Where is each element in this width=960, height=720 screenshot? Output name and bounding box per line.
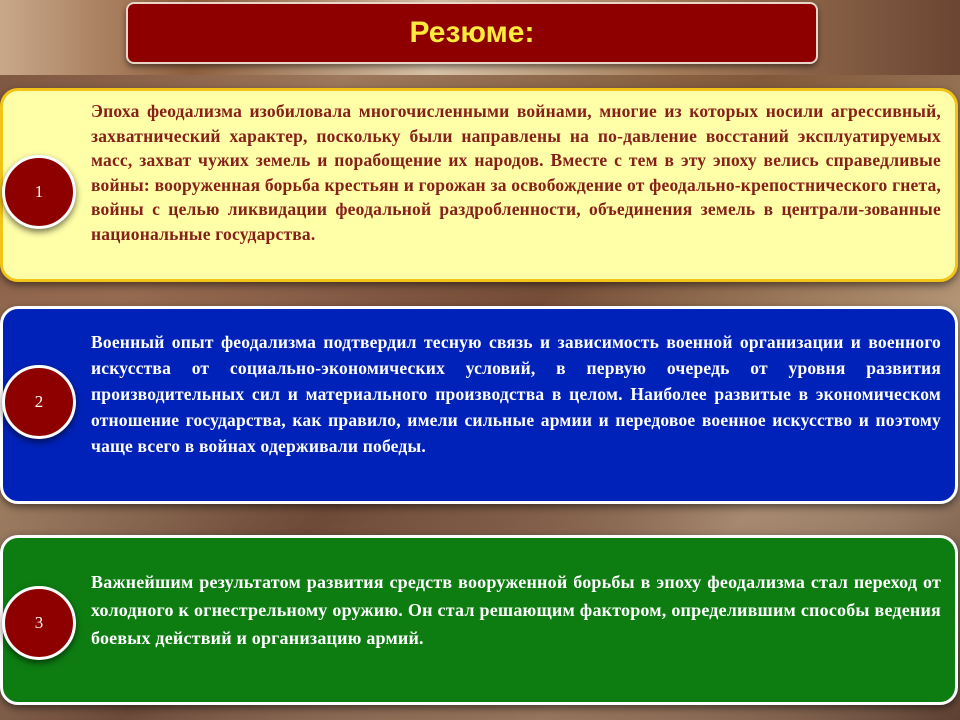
badge-number-3: 3: [34, 613, 44, 632]
page-title: Резюме:: [409, 16, 535, 49]
badge-number-1: 1: [34, 182, 44, 201]
summary-panel-1: [0, 88, 958, 282]
summary-panel-2: [0, 306, 958, 504]
title-banner: [126, 2, 818, 64]
summary-text-2: Военный опыт феодализма подтвердил тесную связь и зависимость военной организации и военного искусства от социально-экономических условий, в первую очередь от уровня развития производительных сил и материального производства в целом. Наиболее развитые в экономическом отношение государства, как правило, имели сильные армии и передовое военное искусство и поэтому чаще всего в войнах одерживали победы.: [91, 332, 941, 456]
summary-text-1: Эпоха феодализма изобиловала многочисленными войнами, многие из которых носили агрессивный, захватнический характер, поскольку были направлены на по-давление восстаний эксплуатируемых масс, захват чужих земель и порабощение их народов. Вместе с тем в эту эпоху велись справедливые войны: вооруженная борьба крестьян и горожан за освобождение от феодально-крепостнического гнета, войны с целью ликвидации феодальной раздробленности, объединения земель в централи-зованные национальные государства.: [91, 101, 941, 244]
summary-panel-3: [0, 535, 958, 705]
badge-number-2: 2: [34, 392, 44, 411]
number-badge-3: [2, 586, 76, 660]
number-badge-1: [2, 155, 76, 229]
summary-text-3: Важнейшим результатом развития средств вооруженной борьбы в эпоху феодализма стал переход от холодного к огнестрельному оружию. Он стал решающим фактором, определившим способы ведения боевых действий и организацию армий.: [91, 572, 941, 648]
number-badge-2: [2, 365, 76, 439]
